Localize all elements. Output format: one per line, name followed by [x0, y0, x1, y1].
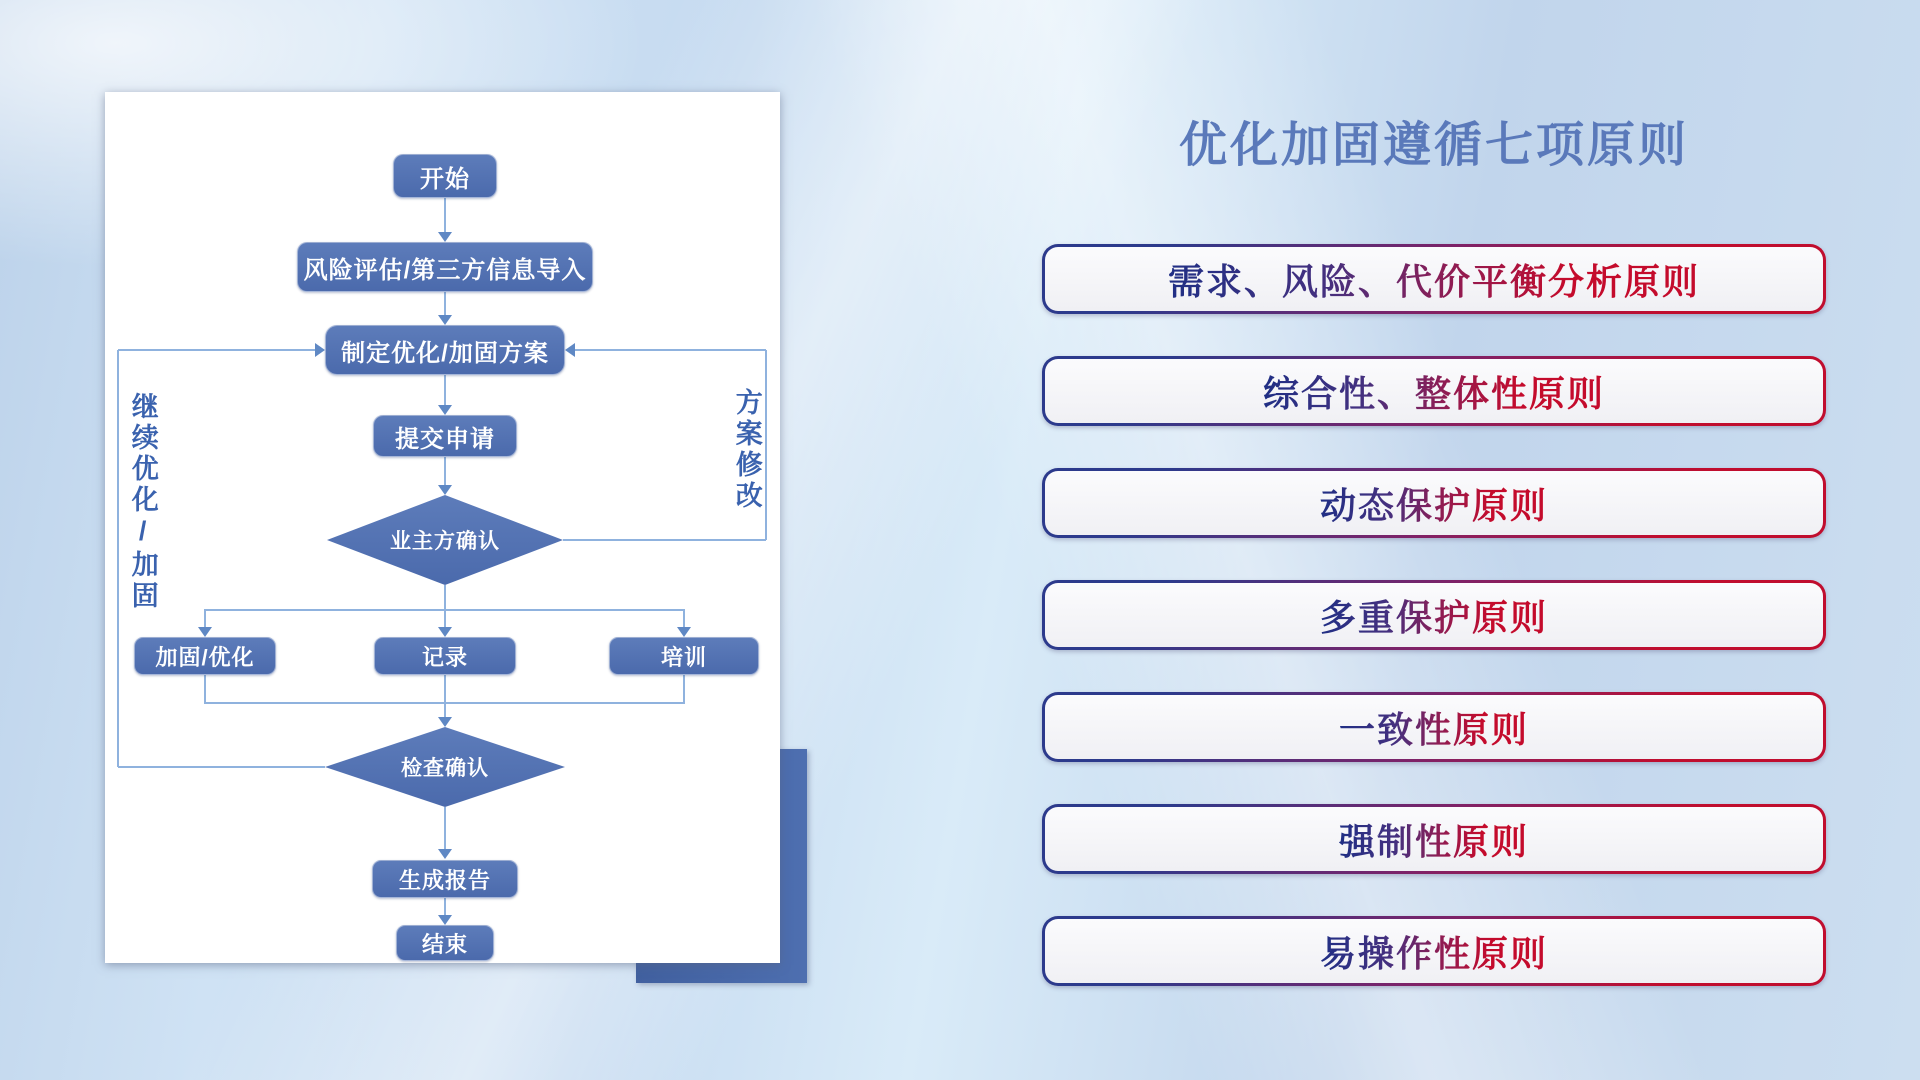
principle-label: 一致性原则 — [1339, 702, 1529, 753]
principle-box — [1042, 692, 1826, 762]
flow-node-end-label: 结束 — [421, 931, 468, 957]
flowchart-card — [105, 92, 780, 963]
loop-label-plan-revision: 方案修改 — [731, 388, 762, 512]
arrow-down-icon — [438, 405, 452, 415]
flow-node-record — [374, 637, 516, 675]
principle-box — [1042, 468, 1826, 538]
arrow-left-icon — [565, 343, 575, 357]
principle-label: 需求、风险、代价平衡分析原则 — [1168, 254, 1700, 305]
principle-box-inner — [1045, 695, 1823, 759]
flow-node-start — [393, 154, 497, 198]
flow-node-record-label: 记录 — [421, 644, 468, 670]
principle-label: 综合性、整体性原则 — [1263, 366, 1605, 417]
arrow-down-icon — [438, 315, 452, 325]
arrow-down-icon — [438, 232, 452, 242]
flow-node-generate-report — [372, 860, 518, 898]
connector-line — [204, 675, 206, 703]
principle-box — [1042, 244, 1826, 314]
principle-box-inner — [1045, 807, 1823, 871]
flow-decision-check-confirm-label: 检查确认 — [401, 757, 489, 780]
flow-decision-owner-confirm-label: 业主方确认 — [390, 530, 500, 553]
arrow-down-icon — [677, 627, 691, 637]
flow-node-training-label: 培训 — [660, 644, 707, 670]
principle-box-inner — [1045, 919, 1823, 983]
principle-box-inner — [1045, 471, 1823, 535]
connector-line — [765, 350, 767, 540]
loop-label-continue-optimize: 继续优化/加固 — [127, 392, 158, 612]
flow-node-risk-assessment-label: 风险评估/第三方信息导入 — [303, 256, 587, 284]
connector-line — [444, 898, 446, 916]
principle-box-inner — [1045, 359, 1823, 423]
page-title: 优化加固遵循七项原则 — [1178, 119, 1689, 172]
flow-node-risk-assessment — [297, 242, 593, 292]
flow-node-make-plan — [325, 325, 565, 375]
connector-line — [444, 198, 446, 232]
principle-box-inner — [1045, 247, 1823, 311]
arrow-down-icon — [438, 717, 452, 727]
principle-box-inner — [1045, 583, 1823, 647]
principle-label: 强制性原则 — [1339, 814, 1529, 865]
flow-node-end — [396, 925, 494, 961]
principle-label: 动态保护原则 — [1320, 478, 1548, 529]
principle-label: 易操作性原则 — [1320, 926, 1548, 977]
principles-list — [1042, 244, 1826, 986]
arrow-down-icon — [438, 627, 452, 637]
arrow-down-icon — [438, 485, 452, 495]
principle-box — [1042, 356, 1826, 426]
principle-box — [1042, 580, 1826, 650]
connector-line — [444, 375, 446, 406]
arrow-right-icon — [315, 343, 325, 357]
connector-line — [118, 349, 315, 351]
connector-line — [575, 349, 766, 351]
principle-box — [1042, 804, 1826, 874]
arrow-down-icon — [198, 627, 212, 637]
arrow-down-icon — [438, 915, 452, 925]
connector-line — [444, 585, 446, 610]
flow-node-make-plan-label: 制定优化/加固方案 — [341, 339, 549, 367]
connector-line — [444, 292, 446, 316]
connector-line — [683, 675, 685, 703]
connector-line — [444, 675, 446, 703]
principle-box — [1042, 916, 1826, 986]
connector-line — [118, 766, 325, 768]
flow-node-training — [609, 637, 759, 675]
connector-line — [444, 457, 446, 486]
connector-line — [117, 350, 119, 767]
flow-node-submit-request-label: 提交申请 — [395, 425, 495, 453]
connector-line — [444, 807, 446, 850]
flow-node-generate-report-label: 生成报告 — [398, 867, 491, 893]
flow-node-start-label: 开始 — [420, 165, 470, 193]
arrow-down-icon — [438, 849, 452, 859]
flow-node-harden-optimize — [134, 637, 276, 675]
principle-label: 多重保护原则 — [1320, 590, 1548, 641]
flow-node-submit-request — [373, 415, 517, 457]
flow-node-harden-optimize-label: 加固/优化 — [155, 644, 255, 670]
